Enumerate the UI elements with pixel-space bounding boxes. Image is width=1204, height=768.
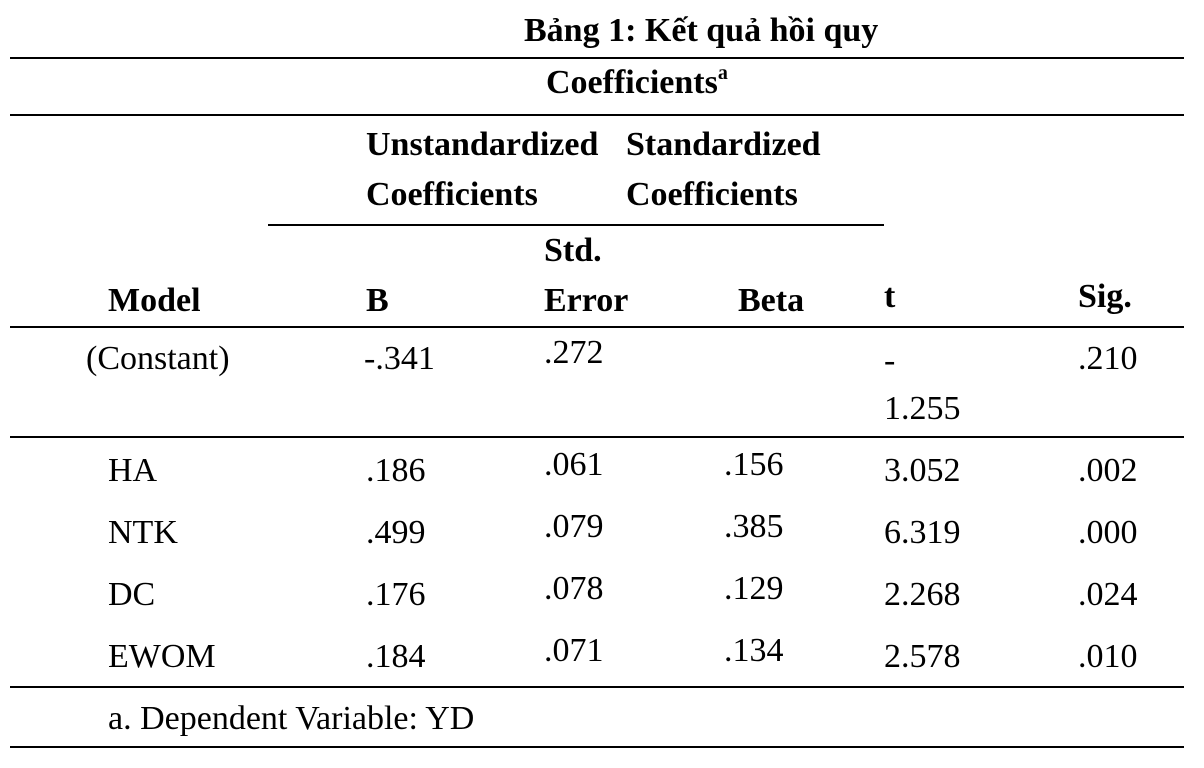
column-header-sig: Sig.: [1078, 278, 1132, 315]
row-std-error: .071: [544, 632, 604, 669]
divider-constant-row: [10, 436, 1184, 438]
row-std-error: .061: [544, 446, 604, 483]
row-model: EWOM: [108, 638, 216, 675]
column-header-t: t: [884, 278, 896, 315]
divider-footnote: [10, 746, 1184, 748]
constant-row-b: -.341: [364, 340, 435, 377]
unstandardized-header-line1: Unstandardized: [366, 126, 599, 163]
constant-row-std-error: .272: [544, 334, 604, 371]
row-beta: .134: [724, 632, 784, 669]
unstandardized-header-line2: Coefficients: [366, 176, 538, 213]
column-header-beta: Beta: [738, 282, 805, 319]
row-std-error: .079: [544, 508, 604, 545]
divider-title: [10, 114, 1184, 116]
row-b: .176: [366, 576, 426, 613]
divider-top: [10, 57, 1184, 59]
constant-row-t-line1: -: [884, 342, 896, 379]
table-title-text: Coefficients: [546, 64, 718, 101]
row-beta: .156: [724, 446, 784, 483]
row-beta: .129: [724, 570, 784, 607]
constant-row-sig: .210: [1078, 340, 1138, 377]
row-sig: .000: [1078, 514, 1138, 551]
table-title-superscript: a: [717, 62, 728, 84]
row-t: 3.052: [884, 452, 961, 489]
table-footnote: a. Dependent Variable: YD: [108, 700, 475, 737]
constant-row-t-line2: 1.255: [884, 390, 961, 427]
column-header-b: B: [366, 282, 389, 319]
column-header-std-error-line2: Error: [544, 282, 629, 319]
standardized-header-line2: Coefficients: [626, 176, 798, 213]
divider-group-header: [268, 224, 884, 226]
row-model: HA: [108, 452, 158, 489]
row-t: 2.268: [884, 576, 961, 613]
table-title: [546, 64, 728, 102]
row-t: 2.578: [884, 638, 961, 675]
standardized-header-line1: Standardized: [626, 126, 821, 163]
divider-column-header: [10, 326, 1184, 328]
row-sig: .010: [1078, 638, 1138, 675]
row-b: .186: [366, 452, 426, 489]
row-t: 6.319: [884, 514, 961, 551]
row-sig: .002: [1078, 452, 1138, 489]
row-model: NTK: [108, 514, 178, 551]
row-model: DC: [108, 576, 156, 613]
constant-row-model: (Constant): [86, 340, 230, 377]
divider-table-bottom: [10, 686, 1184, 688]
row-b: .184: [366, 638, 426, 675]
row-sig: .024: [1078, 576, 1138, 613]
row-beta: .385: [724, 508, 784, 545]
column-header-model: Model: [108, 282, 201, 319]
column-header-std-error-line1: Std.: [544, 232, 602, 269]
table-caption: Bảng 1: Kết quả hồi quy: [524, 12, 879, 49]
row-b: .499: [366, 514, 426, 551]
row-std-error: .078: [544, 570, 604, 607]
